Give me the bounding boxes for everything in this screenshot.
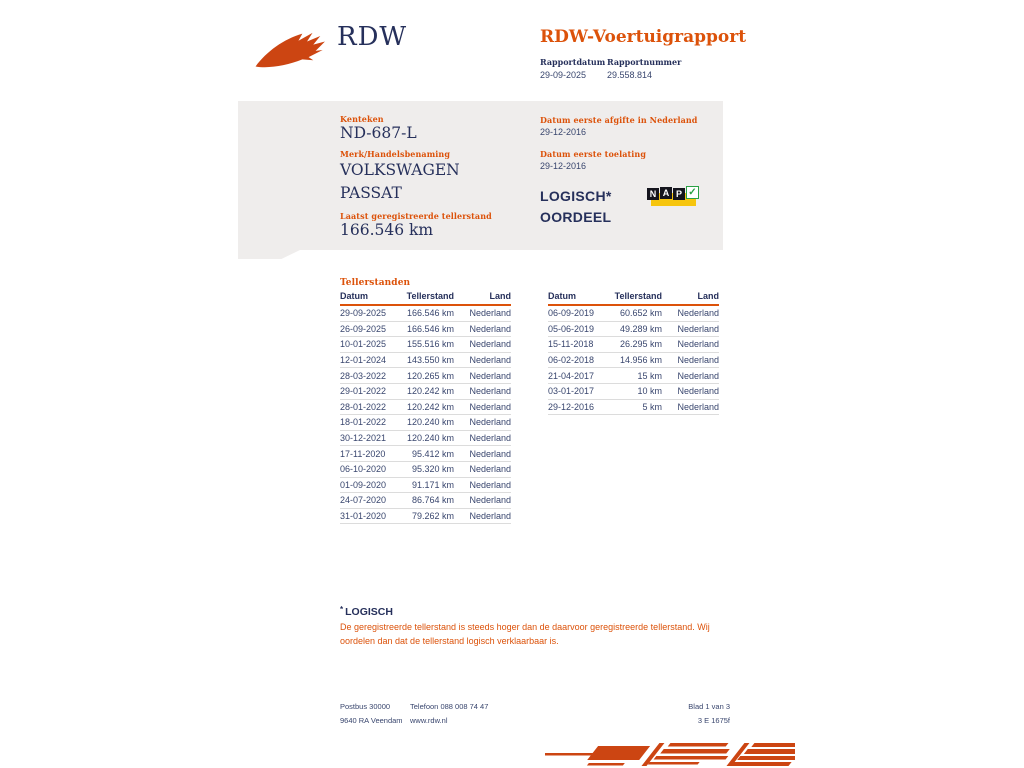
table-row [548, 353, 719, 369]
nap-check-icon: ✓ [686, 186, 699, 199]
kenteken-label: Kenteken [340, 114, 384, 124]
table-row [340, 353, 511, 369]
row-country: Nederland [469, 464, 511, 475]
vehicle-summary-panel-tab [238, 250, 300, 259]
row-odometer: 120.265 km [406, 370, 454, 381]
table-row [340, 400, 511, 416]
table-row [340, 322, 511, 338]
row-country: Nederland [469, 495, 511, 506]
tellerstanden-table-left [340, 291, 511, 524]
footer-phone: Telefoon 088 008 74 47 [410, 702, 489, 711]
table-row [340, 368, 511, 384]
row-country: Nederland [469, 417, 511, 428]
row-odometer: 120.242 km [406, 401, 454, 412]
table-header [340, 291, 511, 306]
rdw-wing-logo-icon [254, 25, 332, 72]
row-country: Nederland [677, 308, 719, 319]
report-number-label: Rapportnummer [607, 57, 682, 67]
row-date: 26-09-2025 [340, 323, 387, 334]
row-odometer: 49.289 km [619, 323, 662, 334]
tellerstand-label: Laatst geregistreerde tellerstand [340, 211, 492, 221]
row-country: Nederland [677, 323, 719, 334]
table-row [340, 478, 511, 494]
footer-contact [410, 700, 488, 728]
report-number-value: 29.558.814 [607, 70, 653, 80]
table-row [340, 415, 511, 431]
footnote-title [340, 605, 393, 618]
footer-address-line2: 9640 RA Veendam [340, 716, 403, 725]
row-date: 29-01-2022 [340, 386, 387, 397]
nap-letter-n: N [647, 188, 659, 200]
rdw-logo-text: RDW [337, 22, 408, 52]
tellerstanden-table-right [548, 291, 719, 415]
row-country: Nederland [469, 323, 511, 334]
oordeel-verdict [540, 186, 612, 228]
row-country: Nederland [469, 433, 511, 444]
row-date: 30-12-2021 [340, 433, 387, 444]
table-row [340, 493, 511, 509]
oordeel-line2: OORDEEL [540, 209, 612, 225]
row-date: 29-12-2016 [548, 401, 595, 412]
table-row [340, 509, 511, 525]
row-country: Nederland [469, 355, 511, 366]
row-country: Nederland [677, 401, 719, 412]
row-country: Nederland [469, 386, 511, 397]
row-date: 28-01-2022 [340, 401, 387, 412]
deco-stripes-icon [545, 741, 795, 768]
row-odometer: 120.240 km [406, 433, 454, 444]
nap-logo [647, 186, 699, 211]
kenteken-value: ND-687-L [340, 124, 417, 142]
table-row [340, 446, 511, 462]
row-odometer: 166.546 km [406, 323, 454, 334]
row-date: 24-07-2020 [340, 495, 387, 506]
row-date: 31-01-2020 [340, 511, 387, 522]
row-country: Nederland [469, 339, 511, 350]
row-country: Nederland [677, 355, 719, 366]
report-date-value: 29-09-2025 [540, 70, 587, 80]
table-header [548, 291, 719, 306]
table-row [340, 431, 511, 447]
row-country: Nederland [469, 401, 511, 412]
row-odometer: 166.546 km [406, 308, 454, 319]
table-row [340, 306, 511, 322]
row-country: Nederland [469, 448, 511, 459]
col-land: Land [697, 291, 719, 301]
table-row [548, 322, 719, 338]
row-country: Nederland [677, 370, 719, 381]
row-date: 01-09-2020 [340, 479, 387, 490]
col-land: Land [489, 291, 511, 301]
row-date: 18-01-2022 [340, 417, 387, 428]
row-date: 21-04-2017 [548, 370, 595, 381]
row-country: Nederland [469, 511, 511, 522]
row-country: Nederland [469, 370, 511, 381]
row-odometer: 15 km [637, 370, 662, 381]
row-odometer: 143.550 km [406, 355, 454, 366]
row-odometer: 5 km [642, 401, 662, 412]
row-odometer: 60.652 km [619, 308, 662, 319]
row-odometer: 120.242 km [406, 386, 454, 397]
toelating-label: Datum eerste toelating [540, 149, 647, 159]
col-tellerstand: Tellerstand [406, 291, 454, 301]
row-date: 15-11-2018 [548, 339, 594, 350]
footnote-title-text: LOGISCH [345, 606, 393, 618]
report-date-field [540, 57, 605, 80]
tellerstand-value: 166.546 km [340, 221, 434, 239]
row-date: 17-11-2020 [340, 448, 386, 459]
table-row [340, 337, 511, 353]
row-date: 05-06-2019 [548, 323, 595, 334]
row-country: Nederland [469, 479, 511, 490]
row-country: Nederland [469, 308, 511, 319]
row-odometer: 86.764 km [411, 495, 454, 506]
row-odometer: 26.295 km [619, 339, 662, 350]
table-row [548, 337, 719, 353]
row-odometer: 95.320 km [411, 464, 454, 475]
col-datum: Datum [548, 291, 577, 301]
table-row [548, 306, 719, 322]
footer-website: www.rdw.nl [410, 716, 448, 725]
table-row [340, 462, 511, 478]
merk-label: Merk/Handelsbenaming [340, 149, 451, 159]
row-country: Nederland [677, 339, 719, 350]
footer-address [340, 700, 403, 728]
row-date: 03-01-2017 [548, 386, 595, 397]
row-odometer: 10 km [637, 386, 662, 397]
row-date: 12-01-2024 [340, 355, 387, 366]
oordeel-line1: LOGISCH* [540, 188, 612, 204]
report-number-field [607, 57, 681, 80]
col-tellerstand: Tellerstand [614, 291, 662, 301]
table-row [548, 384, 719, 400]
table-row [340, 384, 511, 400]
report-date-label: Rapportdatum [540, 57, 606, 67]
merk-line2: PASSAT [340, 184, 402, 202]
row-odometer: 95.412 km [411, 448, 454, 459]
row-odometer: 120.240 km [406, 417, 454, 428]
col-datum: Datum [340, 291, 369, 301]
merk-value [340, 159, 460, 205]
row-odometer: 91.171 km [411, 479, 454, 490]
footer-form-code: 3 E 1675f [697, 716, 730, 725]
row-date: 28-03-2022 [340, 370, 387, 381]
row-odometer: 79.262 km [411, 511, 454, 522]
tellerstanden-title: Tellerstanden [340, 278, 411, 288]
footnote-asterisk: * [340, 605, 344, 614]
nap-letter-p: P [673, 188, 685, 200]
row-country: Nederland [677, 386, 719, 397]
row-odometer: 155.516 km [406, 339, 454, 350]
footer-page-number: Blad 1 van 3 [688, 702, 730, 711]
afgifte-value: 29-12-2016 [540, 127, 587, 137]
footer-address-line1: Postbus 30000 [340, 702, 391, 711]
row-date: 06-09-2019 [548, 308, 595, 319]
page-title: RDW-Voertuigrapport [540, 27, 747, 47]
row-date: 06-02-2018 [548, 355, 595, 366]
table-row [548, 400, 719, 416]
row-odometer: 14.956 km [619, 355, 662, 366]
afgifte-label: Datum eerste afgifte in Nederland [540, 115, 698, 125]
row-date: 29-09-2025 [340, 308, 387, 319]
row-date: 06-10-2020 [340, 464, 387, 475]
merk-line1: VOLKSWAGEN [340, 161, 460, 179]
footer-pagination [620, 700, 730, 728]
table-row [548, 368, 719, 384]
row-date: 10-01-2025 [340, 339, 387, 350]
footnote-text: De geregistreerde tellerstand is steeds hoger dan de daarvoor geregistreerde tellerstand. Wij oordelen dan dat de tellerstand logisch verklaarbaar is. [340, 622, 710, 646]
toelating-value: 29-12-2016 [540, 161, 587, 171]
nap-letter-a: A [660, 187, 672, 199]
